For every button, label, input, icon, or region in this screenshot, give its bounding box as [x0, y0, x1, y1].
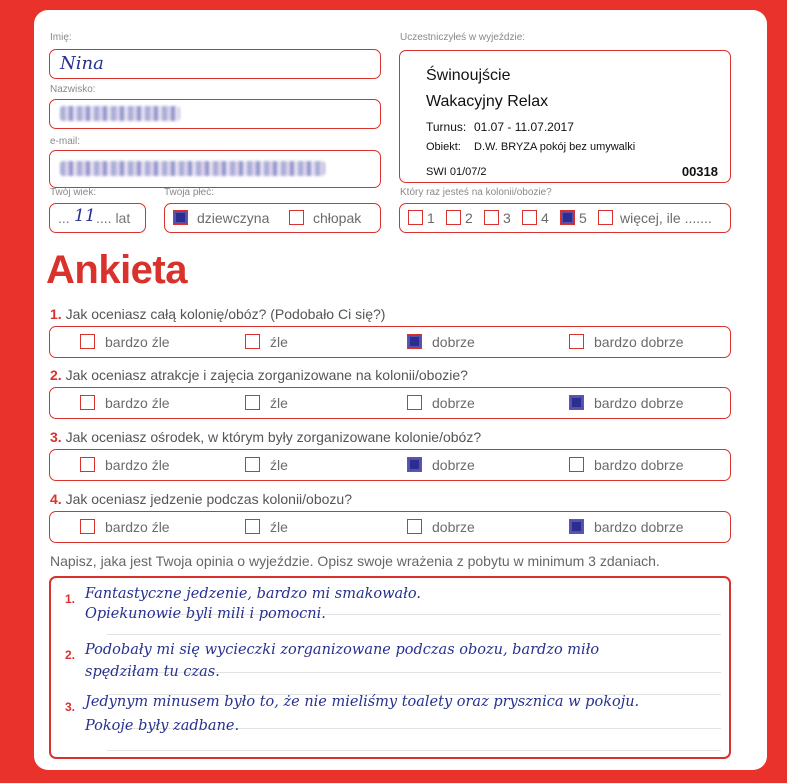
gender-male-checkbox[interactable] [289, 210, 304, 225]
question-number: 2. [50, 367, 62, 383]
email-redacted [60, 161, 325, 176]
time-label: Który raz jesteś na kolonii/obozie? [400, 187, 552, 198]
question-1-option-checkbox[interactable] [407, 334, 422, 349]
opinion-line: Pokoje były zadbane. [85, 718, 240, 734]
opinion-line: spędziłam tu czas. [85, 664, 220, 680]
ruled-line [107, 634, 721, 635]
question-4-option-checkbox[interactable] [407, 519, 422, 534]
time-1-label: 1 [427, 210, 435, 226]
time-5-checkbox[interactable] [560, 210, 575, 225]
email-label: e-mail: [50, 136, 81, 147]
age-label: Twój wiek: [50, 187, 97, 198]
trip-info-box [399, 50, 731, 183]
question-2-option-label: dobrze [432, 395, 475, 411]
turnus-value: 01.07 - 11.07.2017 [474, 120, 574, 134]
question-3-options [49, 449, 731, 481]
question-2-option-label: bardzo źle [105, 395, 170, 411]
time-3-label: 3 [503, 210, 511, 226]
name-label: Imię: [50, 32, 72, 43]
question-4-option-label: bardzo źle [105, 519, 170, 535]
question-1-option-checkbox[interactable] [569, 334, 584, 349]
question-4-option-checkbox[interactable] [569, 519, 584, 534]
opinion-line: Opiekunowie byli mili i pomocni. [85, 606, 326, 622]
question-3-option-label: bardzo źle [105, 457, 170, 473]
question-number: 3. [50, 429, 62, 445]
question-2-option-label: bardzo dobrze [594, 395, 684, 411]
question-3-text [50, 429, 481, 445]
question-4-option-label: bardzo dobrze [594, 519, 684, 535]
opinion-number: 1. [65, 592, 76, 606]
trip-city: Świnoujście [426, 67, 511, 84]
gender-male-label: chłopak [313, 210, 362, 226]
question-number: 4. [50, 491, 62, 507]
surname-label: Nazwisko: [50, 84, 96, 95]
opinion-prompt: Napisz, jaka jest Twoja opinia o wyjeździe. Opisz swoje wrażenia z pobytu w minimum 3 zdaniach. [50, 553, 660, 569]
question-3-option-label: bardzo dobrze [594, 457, 684, 473]
question-1-option-label: dobrze [432, 334, 475, 350]
question-2-option-checkbox[interactable] [245, 395, 260, 410]
question-label: Jak oceniasz atrakcje i zajęcia zorganizowane na kolonii/obozie? [65, 367, 468, 383]
question-4-option-checkbox[interactable] [80, 519, 95, 534]
survey-sheet [34, 10, 767, 770]
gender-label: Twoja płeć: [164, 187, 215, 198]
trip-label: Uczestniczyłeś w wyjeździe: [400, 32, 526, 43]
opinion-line: Podobały mi się wycieczki zorganizowane podczas obozu, bardzo miło [85, 642, 600, 658]
age-value: 11 [74, 206, 96, 226]
question-2-option-checkbox[interactable] [407, 395, 422, 410]
time-more-label: więcej, ile ....... [620, 210, 712, 226]
survey-title: Ankieta [46, 248, 187, 292]
question-3-option-checkbox[interactable] [569, 457, 584, 472]
question-4-option-label: źle [270, 519, 288, 535]
question-2-option-checkbox[interactable] [569, 395, 584, 410]
surname-redacted [60, 106, 180, 121]
age-suffix: .... lat [96, 210, 131, 226]
question-4-option-label: dobrze [432, 519, 475, 535]
question-2-option-checkbox[interactable] [80, 395, 95, 410]
question-3-option-label: dobrze [432, 457, 475, 473]
time-4-label: 4 [541, 210, 549, 226]
surname-field[interactable] [49, 99, 381, 129]
opinion-number: 3. [65, 700, 76, 714]
gender-female-checkbox[interactable] [173, 210, 188, 225]
age-prefix: ... [58, 210, 70, 226]
trip-program: Wakacyjny Relax [426, 93, 549, 110]
trip-number: 00318 [681, 164, 718, 179]
name-field[interactable] [49, 49, 381, 79]
question-1-options [49, 326, 731, 358]
question-label: Jak oceniasz ośrodek, w którym były zorganizowane kolonie/obóz? [65, 429, 482, 445]
opinion-box[interactable] [49, 576, 731, 759]
time-2-label: 2 [465, 210, 473, 226]
question-2-option-label: źle [270, 395, 288, 411]
time-field [399, 203, 731, 233]
question-3-option-checkbox[interactable] [80, 457, 95, 472]
question-1-option-label: bardzo źle [105, 334, 170, 350]
time-5-label: 5 [579, 210, 587, 226]
time-1-checkbox[interactable] [408, 210, 423, 225]
question-4-text [50, 491, 352, 507]
time-3-checkbox[interactable] [484, 210, 499, 225]
time-more-checkbox[interactable] [598, 210, 613, 225]
question-1-text [50, 306, 385, 322]
question-label: Jak oceniasz całą kolonię/obóz? (Podobało Ci się?) [65, 306, 386, 322]
name-value: Nina [60, 53, 104, 74]
opinion-line: Fantastyczne jedzenie, bardzo mi smakowało. [85, 586, 421, 602]
time-2-checkbox[interactable] [446, 210, 461, 225]
question-1-option-checkbox[interactable] [245, 334, 260, 349]
question-1-option-label: źle [270, 334, 288, 350]
trip-code: SWI 01/07/2 [426, 166, 487, 178]
question-3-option-label: źle [270, 457, 288, 473]
question-4-options [49, 511, 731, 543]
question-label: Jak oceniasz jedzenie podczas kolonii/obozu? [65, 491, 352, 507]
question-1-option-checkbox[interactable] [80, 334, 95, 349]
opinion-number: 2. [65, 648, 76, 662]
age-field[interactable] [49, 203, 146, 233]
question-2-text [50, 367, 468, 383]
question-4-option-checkbox[interactable] [245, 519, 260, 534]
question-2-options [49, 387, 731, 419]
question-number: 1. [50, 306, 62, 322]
question-3-option-checkbox[interactable] [245, 457, 260, 472]
obiekt-value: D.W. BRYZA pokój bez umywalki [474, 141, 636, 153]
time-4-checkbox[interactable] [522, 210, 537, 225]
email-field[interactable] [49, 150, 381, 188]
opinion-line: Jedynym minusem było to, że nie mieliśmy toalety oraz prysznica w pokoju. [85, 694, 640, 710]
gender-female-label: dziewczyna [197, 210, 270, 226]
turnus-label: Turnus: [426, 120, 467, 134]
ruled-line [107, 750, 721, 751]
question-1-option-label: bardzo dobrze [594, 334, 684, 350]
obiekt-label: Obiekt: [426, 141, 461, 153]
gender-field [164, 203, 381, 233]
question-3-option-checkbox[interactable] [407, 457, 422, 472]
